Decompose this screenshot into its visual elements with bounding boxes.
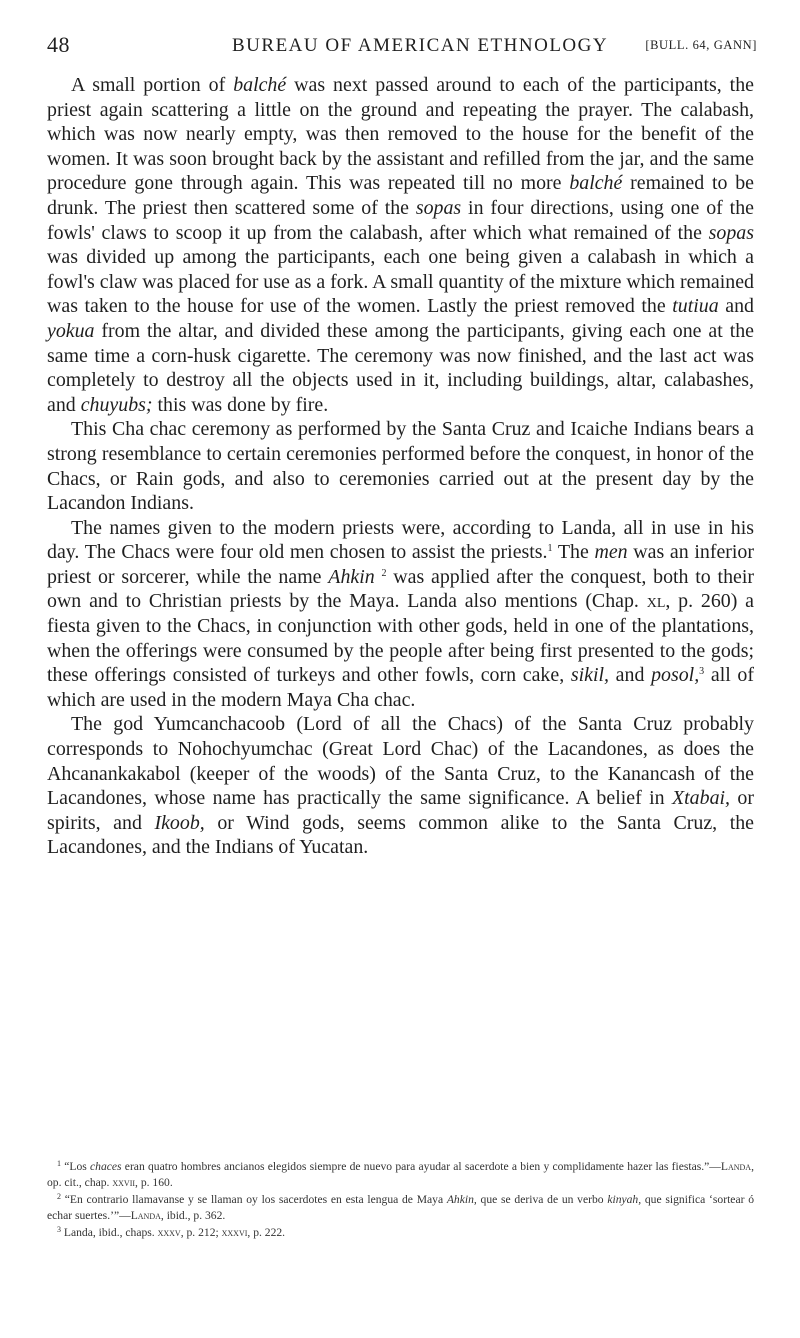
text-run: , p. 212; (180, 1225, 222, 1239)
footnote-marker: 1 (57, 1159, 61, 1168)
italic-term: tutiua (672, 295, 719, 318)
footnote-marker: 3 (57, 1224, 61, 1234)
text-run: was next passed around to each of the participants, the priest again scattering a little on the ground and repeating the prayer. The calabash, which was now nearly empty, was then removed to the house for the benefit of the women. It was soon brought back by the assistant and refilled from the jar, and the same procedure gone through again. This was repeated till no more (47, 74, 754, 195)
italic-term: Ahkin (328, 565, 375, 588)
italic-term: kinyah, (607, 1192, 642, 1206)
italic-term: sopas (708, 221, 754, 244)
footnote-marker: 2 (381, 567, 387, 579)
paragraph (47, 516, 754, 713)
small-caps-text: xxxv (157, 1225, 181, 1239)
text-run: A small portion of (71, 74, 234, 96)
paragraph (47, 417, 754, 515)
text-run: , p. 222. (247, 1225, 286, 1239)
text-run: was applied after the conquest, both to their own and to Christian priests by the Maya. Landa also mentions (Chap. (47, 565, 754, 613)
text-run: , p. 260) a fiesta given to the Chacs, in conjunction with other gods, held in one of the plantations, when the offerings were consumed by the people after being first presented to the gods; these offerings consisted of turkeys and other fowls, corn cake, (47, 590, 754, 687)
italic-term: Ikoob, (154, 811, 205, 834)
text-run: “En contrario llamavanse y se llaman oy los sacerdotes en esta lengua de Maya (61, 1192, 447, 1206)
text-run: remained to be drunk. The priest then scattered some of the (47, 172, 754, 219)
text-run: all of which are used in the modern Maya Cha chac. (47, 664, 754, 711)
italic-term: balché (569, 172, 623, 195)
text-run: this was done by fire. (152, 393, 329, 416)
italic-term: sikil, (570, 664, 609, 687)
footnotes (47, 1159, 754, 1241)
text-run: or Wind gods, seems common alike to the Santa Cruz, the Lacandones, and the Indians of Yucatan. (47, 811, 754, 859)
text-run: que se deriva de un verbo (476, 1192, 608, 1206)
running-title: BUREAU OF AMERICAN ETHNOLOGY (232, 35, 609, 56)
body-text (47, 73, 754, 860)
footnote (47, 1192, 754, 1225)
italic-term: balché (233, 74, 287, 96)
text-run: and (718, 295, 754, 318)
small-caps-text: Landa (720, 1160, 752, 1173)
footnote-marker: 2 (57, 1191, 61, 1201)
italic-term: Ahkin, (446, 1192, 477, 1206)
small-caps-text: xl (646, 590, 666, 613)
page-header (47, 32, 757, 60)
text-run: , p. 160. (135, 1176, 173, 1190)
italic-term: chuyubs; (80, 393, 153, 416)
text-run: This Cha chac ceremony as performed by the Santa Cruz and Icaiche Indians bears a strong resemblance to certain ceremonies performed before the conquest, in honor of the Chacs, or Rain gods, and also to ceremonies carried out at the present day by the Lacandon Indians. (47, 418, 754, 515)
text-run: The god Yumcanchacoob (Lord of all the Chacs) of the Santa Cruz probably corresponds to Nohochyumchac (Great Lord Chac) of the Lacandones, as does the Ahcanankakabol (keeper of the woods) of the Santa Cruz, to the Kanancash of the Lacandones, whose name has practically the same significance. A belief in (47, 713, 754, 810)
page-number: 48 (47, 32, 70, 57)
text-run: and (608, 664, 652, 687)
text-run (375, 566, 382, 588)
italic-term: yokua (47, 319, 95, 342)
text-run: The names given to the modern priests were, according to Landa, all in use in his day. The Chacs were four old men chosen to assist the priests. (47, 516, 754, 564)
italic-term: Xtabai, (672, 787, 731, 810)
text-run: Landa, ibid., chaps. (61, 1225, 158, 1239)
text-run: was divided up among the participants, each one being given a calabash in which a fowl's claw was placed for use as a fork. A small quantity of the mixture which remained was taken to the house for use of the women. Lastly the priest removed the (47, 246, 754, 318)
text-run: , ibid., p. 362. (160, 1209, 226, 1223)
footnote (47, 1159, 754, 1192)
text-run: in four directions, using one of the fowls' claws to scoop it up from the calabash, after which what remained of the (47, 196, 754, 244)
italic-term: chaces (90, 1160, 122, 1173)
footnote-marker: 1 (547, 543, 553, 555)
text-run: or spirits, and (47, 787, 754, 834)
small-caps-text: xxvii (112, 1176, 136, 1190)
text-run: que significa ‘sortear ó echar suertes.’”— (47, 1192, 754, 1223)
italic-term: sopas (415, 196, 462, 219)
paragraph (47, 712, 754, 860)
bulletin-reference: [BULL. 64, GANN] (645, 38, 757, 52)
paragraph (47, 73, 754, 417)
footnote-marker: 3 (699, 666, 705, 678)
text-run: eran quatro hombres ancianos elegidos siempre de nuevo para ayudar al sacerdote a bien y complidamente hazer las fiestas.”— (121, 1160, 721, 1173)
italic-term: posol, (651, 664, 700, 687)
italic-term: men (594, 541, 628, 564)
text-run: The (552, 541, 595, 564)
text-run: , op. cit., chap. (47, 1160, 754, 1190)
text-run: was an inferior priest or sorcerer, while the name (47, 541, 755, 588)
small-caps-text: Landa (130, 1209, 161, 1223)
text-run: “Los (61, 1160, 91, 1173)
footnote (47, 1225, 754, 1241)
small-caps-text: xxxvi (221, 1225, 248, 1239)
text-run: from the altar, and divided these among the participants, giving each one at the same time a corn-husk cigarette. The ceremony was now finished, and the last act was completely to destroy all the objects used in it, including buildings, altar, calabashes, and (47, 319, 754, 416)
